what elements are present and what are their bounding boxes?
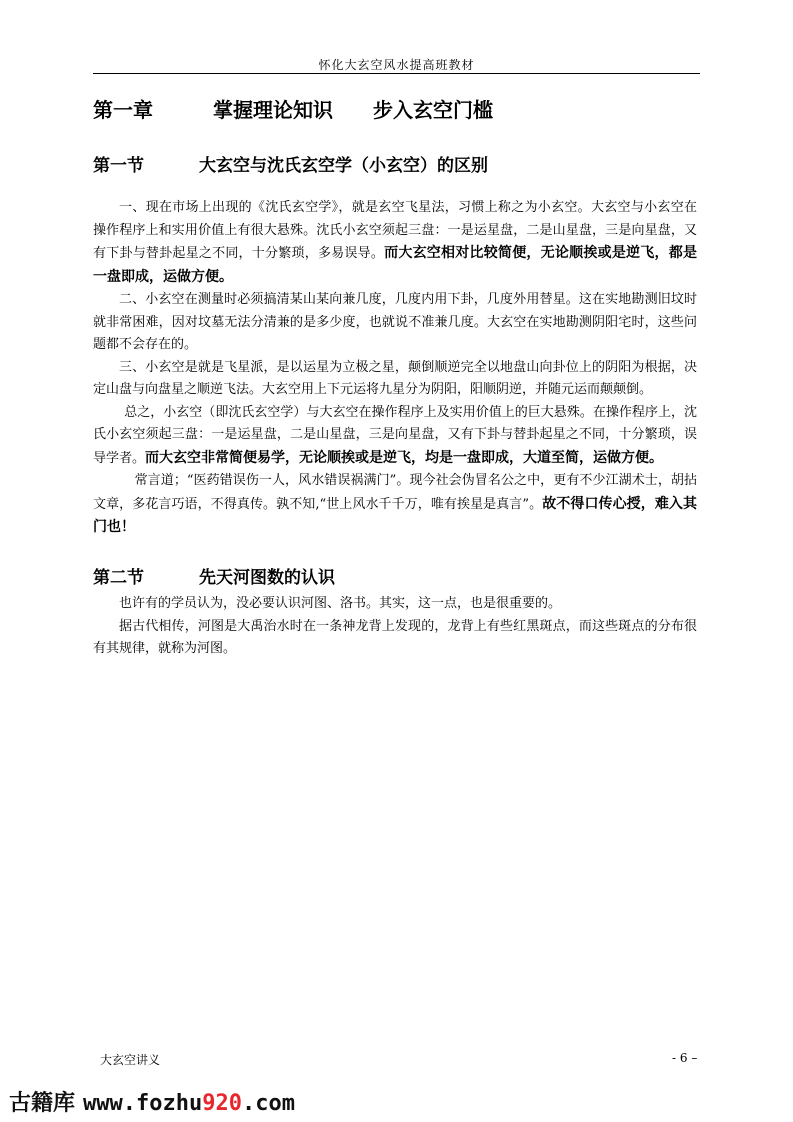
- section1-paragraph-3: 三、小玄空是就是飞星派，是以运星为立极之星，颠倒顺逆完全以地盘山向卦位上的阴阳为根据，决定山盘与向盘星之顺逆飞法。大玄空用上下元运将九星分为阴阳，阳顺阴逆，并随元运而颠颠倒。: [93, 359, 697, 397]
- section2-paragraph-1: 也许有的学员认为，没必要认识河图、洛书。其实，这一点，也是很重要的。: [119, 596, 562, 611]
- emphasis-text: 而大玄空相对比较简便，无论顺挨或是逆飞，都是一盘即成，运做方便。: [93, 245, 697, 285]
- header-rule: [93, 73, 700, 74]
- section1-paragraph-1: [93, 197, 697, 289]
- section1-title: 大玄空与沈氏玄空学（小玄空）的区别: [199, 156, 488, 176]
- section2-heading: [93, 563, 335, 588]
- section2-body: [93, 593, 697, 661]
- running-header: 怀化大玄空风水提高班教材: [318, 58, 475, 72]
- section2-label: 第二节: [93, 568, 144, 588]
- footer-left: 大玄空讲义: [100, 1053, 161, 1067]
- chapter-title-part1: 掌握理论知识: [213, 98, 333, 122]
- emphasis-text: 故不得口传心授，难入其门也！: [93, 495, 697, 535]
- section1-paragraph-4: [93, 402, 697, 471]
- page-number: - 6 –: [672, 1051, 698, 1065]
- section1-body: [93, 197, 697, 540]
- section1-paragraph-2: 二、小玄空在测量时必须搞清某山某向兼几度，几度内用下卦，几度外用替星。这在实地勘测旧坟时就非常困难，因对坟墓无法分清兼的是多少度，也就说不准兼几度。大玄空在实地勘测阴阳宅时，这些问题都不会存在的。: [93, 292, 697, 352]
- chapter-title-part2: 步入玄空门槛: [373, 98, 493, 122]
- section2-title: 先天河图数的认识: [199, 568, 335, 588]
- paragraph-text: 总之，小玄空（即沈氏玄空学）与大玄空在操作程序上及实用价值上的巨大悬殊。在操作程序上，沈氏小玄空须起三盘：一是运星盘，二是山星盘，三是向星盘，又有下卦与替卦起星之不同，十分繁琐，误导学者。: [93, 404, 697, 466]
- section1-label: 第一节: [93, 156, 144, 176]
- section1-heading: [93, 151, 488, 176]
- paragraph-text: 一、现在市场上出现的《沈氏玄空学》，就是玄空飞星法，习惯上称之为小玄空。大玄空与小玄空在操作程序上和实用价值上有很大悬殊。沈氏小玄空须起三盘：一是运星盘，二是山星盘，三是向星盘，又有下卦与替卦起星之不同，十分繁琐，多易误导。: [93, 200, 697, 261]
- watermark-url-prefix: www.fozhu: [83, 1091, 203, 1116]
- emphasis-text: 而大玄空非常简便易学，无论顺挨或是逆飞，均是一盘即成，大道至简，运做方便。: [145, 449, 664, 466]
- watermark-url-suffix: .com: [241, 1091, 295, 1116]
- watermark-url-number: 920: [202, 1091, 242, 1116]
- watermark-site-name: 古籍库: [9, 1091, 76, 1116]
- section2-paragraph-2: 据古代相传，河图是大禹治水时在一条神龙背上发现的，龙背上有些红黑斑点，而这些斑点的分布很有其规律，就称为河图。: [93, 618, 697, 656]
- watermark: [9, 1086, 295, 1117]
- paragraph-text: 常言道；“医药错误伤一人，风水错误祸满门”。现今社会伪冒名公之中，更有不少江湖术士，胡拈文章，多花言巧语，不得真传。孰不知,“世上风水千千万，唯有挨星是真言”。: [93, 473, 697, 512]
- section1-paragraph-5: [93, 470, 697, 540]
- chapter-heading: [93, 94, 493, 123]
- chapter-label: 第一章: [93, 98, 153, 122]
